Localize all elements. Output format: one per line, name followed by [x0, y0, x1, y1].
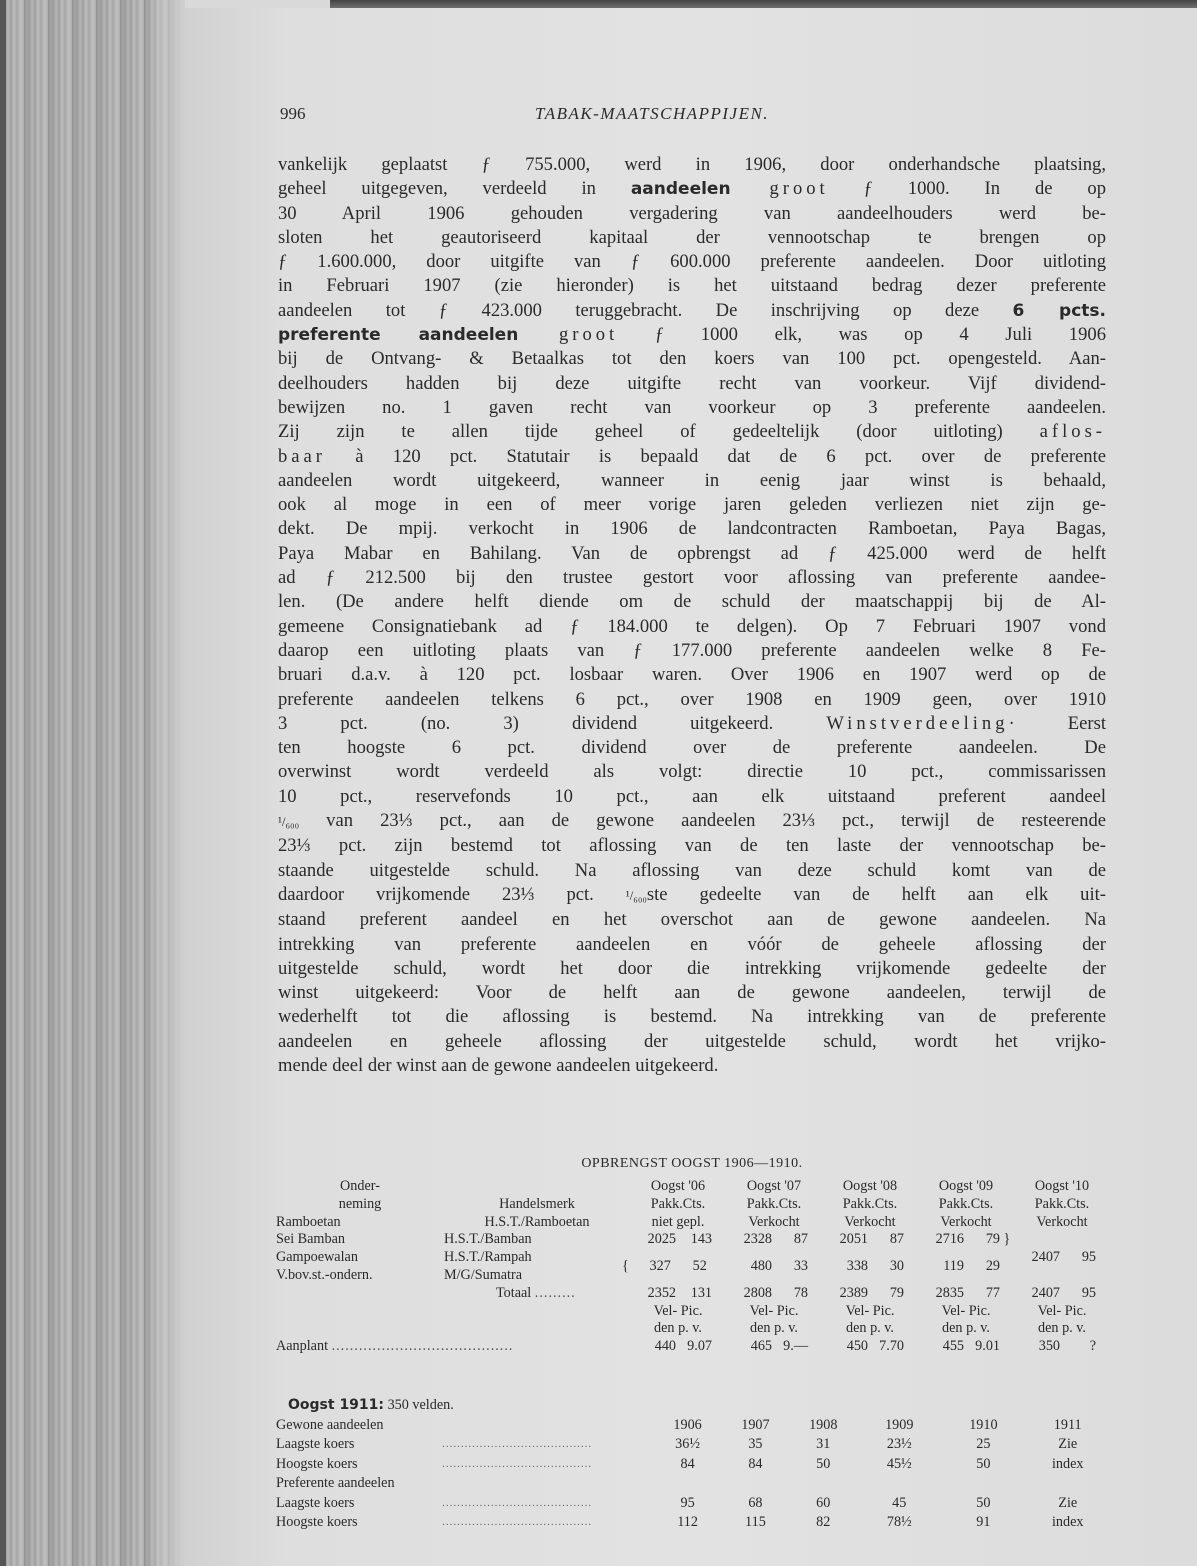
- aanplant-header-row: den p. v. den p. v. den p. v. den p. v. den p. v.: [654, 1320, 1086, 1337]
- table-row: Laagste koers ........................................ 36½ 35 31 23½ 25 Zie: [276, 1436, 1078, 1452]
- text-line: 23⅓ pct. zijn bestemd tot aflossing van de ten laste der vennootschap be-: [278, 835, 1106, 857]
- onderneming: Gampoewalan: [276, 1249, 358, 1266]
- text-line: ook al moge in een of meer vorige jaren geleden verliezen niet zijn ge-: [278, 494, 1106, 516]
- header-onderneming-2: neming: [338, 1195, 382, 1212]
- handelsmerk: H.S.T./Bamban: [444, 1231, 532, 1248]
- header-year: Oogst '10: [1034, 1178, 1090, 1194]
- emphasis-preferente-aandeelen: preferente aandeelen: [278, 325, 519, 346]
- year-header: 1908: [809, 1416, 838, 1433]
- brace-icon: }: [1003, 1231, 1011, 1248]
- aanplant-label: Aanplant ........................................: [276, 1338, 514, 1355]
- text-line: mende deel der winst aan de gewone aandeelen uitgekeerd.: [278, 1054, 719, 1076]
- page-number: 996: [280, 104, 306, 123]
- running-title: TABAK-MAATSCHAPPIJEN.: [535, 104, 770, 123]
- text-line: geheel uitgegeven, verdeeld in aandeelen groot ƒ 1000. In de op: [278, 178, 1106, 200]
- text-line: staande uitgestelde schuld. Na aflossing van deze schuld komt van de: [278, 859, 1106, 881]
- share-price-table: [276, 1396, 1110, 1533]
- status-cell: Verkocht: [1036, 1213, 1088, 1230]
- harvest-table: [276, 1178, 1110, 1356]
- text-line: winst uitgekeerd: Voor de helft aan de gewone aandeelen, terwijl de: [278, 982, 1106, 1004]
- fraction: ¹/₆₀₀: [625, 887, 647, 903]
- total-label: Totaal .........: [496, 1284, 576, 1301]
- emphasis-winstverdeeling: Winstverdeeling: [826, 712, 1009, 734]
- text-line: Paya Mabar en Bahilang. Van de opbrengst ad ƒ 425.000 werd de helft: [278, 542, 1106, 564]
- header-year: Oogst '08: [842, 1178, 898, 1194]
- handelsmerk: H.S.T./Rampah: [444, 1249, 532, 1266]
- header-units: Pakk.Cts.: [746, 1195, 802, 1212]
- aanplant-row: Aanplant ........................................ 440 9.07 465 9.— 450 7.70 455 9.01 350 ?: [276, 1338, 1096, 1355]
- text-line: ƒ 1.600.000, door uitgifte van ƒ 600.000 preferente aandeelen. Door uitloting: [278, 251, 1106, 273]
- header-units: Pakk.Cts.: [1034, 1195, 1090, 1212]
- text-line: preferente aandeelen telkens 6 pct., over 1908 en 1909 geen, over 1910: [278, 688, 1106, 710]
- text-line: aandeelen en geheele aflossing der uitgestelde schuld, wordt het vrijko-: [278, 1030, 1106, 1052]
- table-row: Hoogste koers ........................................ 84 84 50 45½ 50 index: [276, 1455, 1084, 1472]
- oogst-1911-row: [276, 1396, 1110, 1416]
- oogst-1911-label: Oogst 1911:: [288, 1397, 385, 1413]
- handelsmerk: M/G/Sumatra: [444, 1266, 523, 1283]
- text-line: vankelijk geplaatst ƒ 755.000, werd in 1906, door onderhandsche plaatsing,: [278, 154, 1106, 175]
- year-header: 1907: [741, 1416, 770, 1433]
- onderneming: Ramboetan: [276, 1213, 341, 1230]
- book-gutter: [0, 0, 185, 1566]
- text-line: aandeelen wordt uitgekeerd, wanneer in eenig jaar winst is behaald,: [278, 469, 1106, 491]
- status-cell: niet gepl.: [651, 1213, 705, 1230]
- status-cell: Verkocht: [748, 1213, 800, 1230]
- text-line: gemeene Consignatiebank ad ƒ 184.000 te delgen). Op 7 Februari 1907 vond: [278, 615, 1106, 637]
- header-units: Pakk.Cts.: [938, 1195, 994, 1212]
- status-cell: Verkocht: [940, 1213, 992, 1230]
- header-year: Oogst '07: [746, 1178, 802, 1194]
- group-title: Gewone aandeelen: [276, 1416, 384, 1433]
- table-row: Hoogste koers ........................................ 112 115 82 78½ 91 index: [276, 1514, 1084, 1530]
- text-line: daarop een uitloting plaats van ƒ 177.000 preferente aandeelen welke 8 Fe-: [278, 639, 1106, 661]
- header-units: Pakk.Cts.: [842, 1195, 898, 1212]
- header-year: Oogst '06: [650, 1178, 706, 1194]
- table-header-row: [276, 1196, 1110, 1214]
- header-onderneming-1: Onder-: [340, 1178, 380, 1194]
- handelsmerk: H.S.T./Ramboetan: [484, 1213, 590, 1230]
- text-line: 30 April 1906 gehouden vergadering van aandeelhouders werd be-: [278, 202, 1106, 224]
- onderneming: V.bov.st.-ondern.: [276, 1266, 373, 1283]
- text-line: 10 pct., reservefonds 10 pct., aan elk uitstaand preferent aandeel: [278, 785, 1106, 807]
- table-row: [276, 1214, 1110, 1232]
- table-row: Gampoewalan H.S.T./Rampah { 327 52 480 33 338 30 119 29: [276, 1249, 1000, 1275]
- year-header: 1910: [969, 1416, 998, 1433]
- table-row: Sei Bamban H.S.T./Bamban 2025 143 2328 87 2051 87 2716 79 } 2407 95: [276, 1231, 1110, 1249]
- group-header-row: [276, 1416, 1110, 1436]
- text-line: bij de Ontvang- & Betaalkas tot den koers van 100 pct. opengesteld. Aan-: [278, 348, 1106, 370]
- onderneming: Sei Bamban: [276, 1231, 345, 1248]
- text-line: overwinst wordt verdeeld als volgt: directie 10 pct., commissarissen: [278, 761, 1106, 783]
- harvest-table-title: OPBRENGST OOGST 1906—1910.: [581, 1156, 803, 1171]
- emphasis-6-pcts: 6 pcts.: [1012, 300, 1107, 321]
- year-header: 1906: [673, 1416, 702, 1433]
- table-row: Laagste koers ........................................ 95 68 60 45 50 Zie: [276, 1494, 1078, 1511]
- text-line: deelhouders hadden bij deze uitgifte recht van voorkeur. Vijf dividend-: [278, 372, 1106, 394]
- status-cell: Verkocht: [844, 1213, 896, 1230]
- year-header: 1909: [885, 1416, 914, 1433]
- text-line: bewijzen no. 1 gaven recht van voorkeur op 3 preferente aandeelen.: [278, 396, 1106, 418]
- text-line: staand preferent aandeel en het overschot aan de gewone aandeelen. Na: [278, 909, 1106, 931]
- text-line: wederhelft tot die aflossing is bestemd. Na intrekking van de preferente: [278, 1006, 1106, 1028]
- text-line: sloten het geautoriseerd kapitaal der vennootschap te brengen op: [278, 226, 1106, 248]
- header-handelsmerk: Handelsmerk: [499, 1195, 575, 1212]
- text-line: 3 pct. (no. 3) dividend uitgekeerd. Winstverdeeling· Eerst: [278, 712, 1106, 734]
- aanplant-header-row: Vel- Pic. Vel- Pic. Vel- Pic. Vel- Pic. Vel- Pic.: [653, 1302, 1087, 1319]
- emphasis-aandeelen: aandeelen: [630, 179, 731, 200]
- book-spine-edge: [0, 0, 6, 1566]
- group-header-row: [276, 1474, 1110, 1494]
- text-line: ¹/₆₀₀ van 23⅓ pct., aan de gewone aandeelen 23⅓ pct., terwijl de resteerende: [278, 810, 1106, 832]
- text-line: baar à 120 pct. Statutair is bepaald dat de 6 pct. over de preferente: [278, 445, 1106, 467]
- year-header: 1911: [1053, 1416, 1082, 1433]
- text-line: uitgestelde schuld, wordt het door die intrekking vrijkomende gedeelte der: [278, 957, 1106, 979]
- total-row: Totaal ......... 2352 131 2808 78 2389 79 2835 77 2407 95: [276, 1285, 1110, 1303]
- text-line: daardoor vrijkomende 23⅓ pct. ¹/₆₀₀ste gedeelte van de helft aan elk uit-: [278, 883, 1106, 905]
- text-line: dekt. De mpij. verkocht in 1906 de landcontracten Ramboetan, Paya Bagas,: [278, 518, 1106, 540]
- oogst-1911-text: 350 velden.: [387, 1397, 454, 1413]
- brace-icon: {: [622, 1258, 629, 1275]
- text-line: bruari d.a.v. à 120 pct. losbaar waren. Over 1906 en 1907 werd op de: [278, 664, 1106, 686]
- combined-1910-cell: 2407 95: [1031, 1249, 1096, 1266]
- header-year: Oogst '09: [938, 1178, 994, 1194]
- text-line: Zij zijn te allen tijde geheel of gedeeltelijk (door uitloting) aflos-: [278, 421, 1106, 443]
- body-text: [278, 153, 1106, 1078]
- text-line: in Februari 1907 (zie hieronder) is het uitstaand bedrag dezer preferente: [278, 275, 1106, 297]
- text-line: aandeelen tot ƒ 423.000 teruggebracht. De inschrijving op deze 6 pcts.: [278, 299, 1107, 321]
- text-line: intrekking van preferente aandeelen en vóór de geheele aflossing der: [278, 933, 1106, 955]
- table-header-row: [276, 1178, 1110, 1196]
- text-line: ten hoogste 6 pct. dividend over de preferente aandeelen. De: [278, 737, 1106, 759]
- group-title: Preferente aandeelen: [276, 1475, 395, 1491]
- header-units: Pakk.Cts.: [650, 1195, 706, 1212]
- fraction: ¹/₆₀₀: [278, 814, 300, 830]
- text-line: ad ƒ 212.500 bij den trustee gestort voor aflossing van preferente aandee-: [278, 567, 1106, 589]
- running-head: [280, 104, 1110, 128]
- text-line: len. (De andere helft diende om de schuld der maatschappij bij de Al-: [278, 591, 1106, 613]
- text-line: preferente aandeelen groot ƒ 1000 elk, was op 4 Juli 1906: [278, 324, 1106, 346]
